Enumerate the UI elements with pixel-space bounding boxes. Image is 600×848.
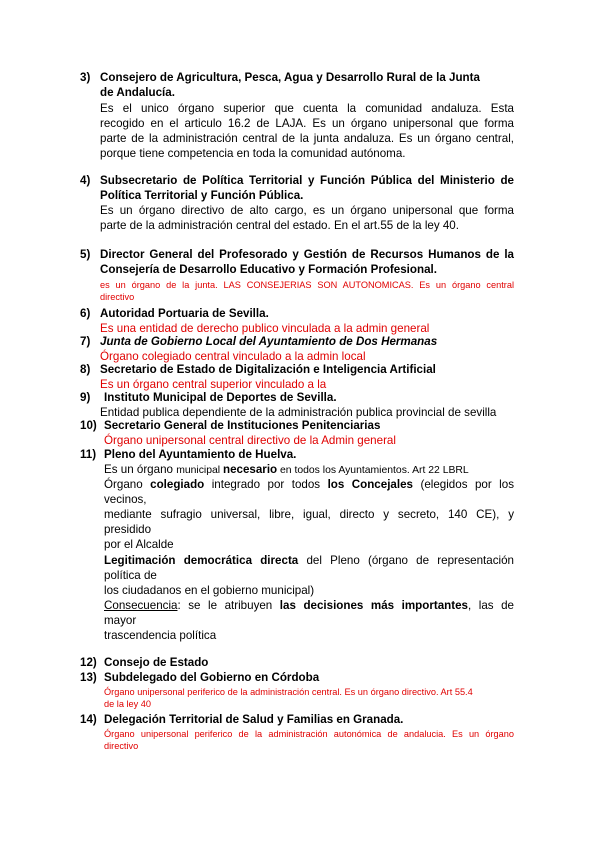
item-title: Subdelegado del Gobierno en Córdoba: [104, 671, 320, 684]
item-number: 6): [80, 307, 91, 320]
text-run: : se le atribuyen: [177, 599, 280, 612]
text-run: , las de: [468, 599, 514, 612]
item-annotation: directivo: [104, 741, 139, 751]
item-title: Consejero de Agricultura, Pesca, Agua y Desarrollo Rural de la Junta: [100, 71, 480, 84]
item-description: porque tiene competencia en toda la comunidad autónoma.: [100, 147, 406, 160]
item-description-line: por el Alcalde: [104, 538, 174, 551]
item-title: Pleno del Ayuntamiento de Huelva.: [104, 448, 297, 461]
item-title: Secretario de Estado de Digitalización e Inteligencia Artificial: [100, 363, 436, 376]
item-description: Es el unico órgano superior que cuenta la comunidad andaluza. Esta: [100, 102, 514, 115]
item-description-line: trascendencia política: [104, 629, 217, 642]
item-annotation: de la ley 40: [104, 699, 151, 709]
item-description: recogido en el articulo 16.2 de LAJA. Es un órgano unipersonal que forma: [100, 117, 514, 130]
item-description-line: los ciudadanos en el gobierno municipal): [104, 584, 315, 597]
item-annotation: Órgano unipersonal periferico de la administración central. Es un órgano directivo. Art 55.4: [104, 687, 473, 697]
item-number: 5): [80, 248, 91, 261]
item-annotation: Órgano colegiado central vinculado a la admin local: [100, 350, 366, 363]
item-annotation: Es un órgano central superior vinculado a la: [100, 378, 327, 391]
text-run: colegiado: [150, 478, 205, 491]
item-number: 4): [80, 174, 91, 187]
text-run: necesario: [222, 463, 278, 476]
item-description-line: [104, 598, 514, 613]
item-description-line: mayor: [104, 614, 137, 627]
item-number: 9): [80, 391, 91, 404]
text-run: (elegidos por los: [413, 478, 514, 491]
item-number: 10): [80, 419, 97, 432]
item-description: parte de la administración central de la junta andaluza. Es un órgano central,: [100, 132, 514, 145]
item-number: 11): [80, 448, 97, 461]
text-run: las decisiones más importantes: [279, 599, 468, 612]
text-run: Es un órgano: [104, 463, 177, 476]
text-run: Legitimación democrática directa: [104, 554, 299, 567]
item-title: Consejería de Desarrollo Educativo y Formación Profesional.: [100, 263, 437, 276]
item-description: Entidad publica dependiente de la administración publica provincial de sevilla: [100, 406, 497, 419]
item-number: 14): [80, 713, 97, 726]
item-description: Es un órgano directivo de alto cargo, es un órgano unipersonal que forma: [100, 204, 514, 217]
item-description-line: [104, 462, 469, 478]
text-run: del Pleno (órgano de representación: [298, 554, 514, 567]
item-title: Autoridad Portuaria de Sevilla.: [100, 307, 269, 320]
item-number: 12): [80, 656, 97, 669]
item-annotation: Es una entidad de derecho publico vinculada a la admin general: [100, 322, 430, 335]
item-title: Política Territorial y Función Pública.: [100, 189, 304, 202]
text-run: Órgano: [104, 478, 151, 491]
item-title: Consejo de Estado: [104, 656, 209, 669]
item-description-line: vecinos,: [104, 493, 147, 506]
item-title: Junta de Gobierno Local del Ayuntamiento de Dos Hermanas: [100, 335, 438, 348]
item-number: 7): [80, 335, 91, 348]
item-title: de Andalucía.: [100, 86, 175, 99]
text-run: Consecuencia: [104, 599, 178, 612]
item-annotation: Órgano unipersonal periferico de la administración autonómica de andalucia. Es un órgano: [104, 729, 514, 739]
item-title: Delegación Territorial de Salud y Familias en Granada.: [104, 713, 404, 726]
item-description-line: política de: [104, 569, 157, 582]
item-number: 3): [80, 71, 91, 84]
item-number: 13): [80, 671, 97, 684]
text-run: integrado por todos: [204, 478, 328, 491]
item-number: 8): [80, 363, 91, 376]
text-run: los Concejales: [327, 478, 413, 491]
item-annotation: directivo: [100, 292, 135, 302]
text-run: en todos los Ayuntamientos. Art 22 LBRL: [277, 465, 469, 476]
item-title: Secretario General de Instituciones Penitenciarias: [104, 419, 381, 432]
item-annotation: Órgano unipersonal central directivo de la Admin general: [104, 434, 396, 447]
item-title: Instituto Municipal de Deportes de Sevilla.: [104, 391, 337, 404]
item-description: parte de la administración central del estado. En el art.55 de la ley 40.: [100, 219, 459, 232]
text-run: municipal: [176, 465, 223, 476]
item-description-line: [104, 477, 514, 492]
item-description-line: presidido: [104, 523, 152, 536]
item-description-line: mediante sufragio universal, libre, igual, directo y secreto, 140 CE), y: [104, 508, 514, 521]
item-title: Subsecretario de Política Territorial y Función Pública del Ministerio de: [100, 174, 514, 187]
item-description-line: [104, 553, 514, 568]
item-title: Director General del Profesorado y Gestión de Recursos Humanos de la: [100, 248, 514, 261]
item-annotation: es un órgano de la junta. LAS CONSEJERIAS SON AUTONOMICAS. Es un órgano central: [100, 280, 514, 290]
